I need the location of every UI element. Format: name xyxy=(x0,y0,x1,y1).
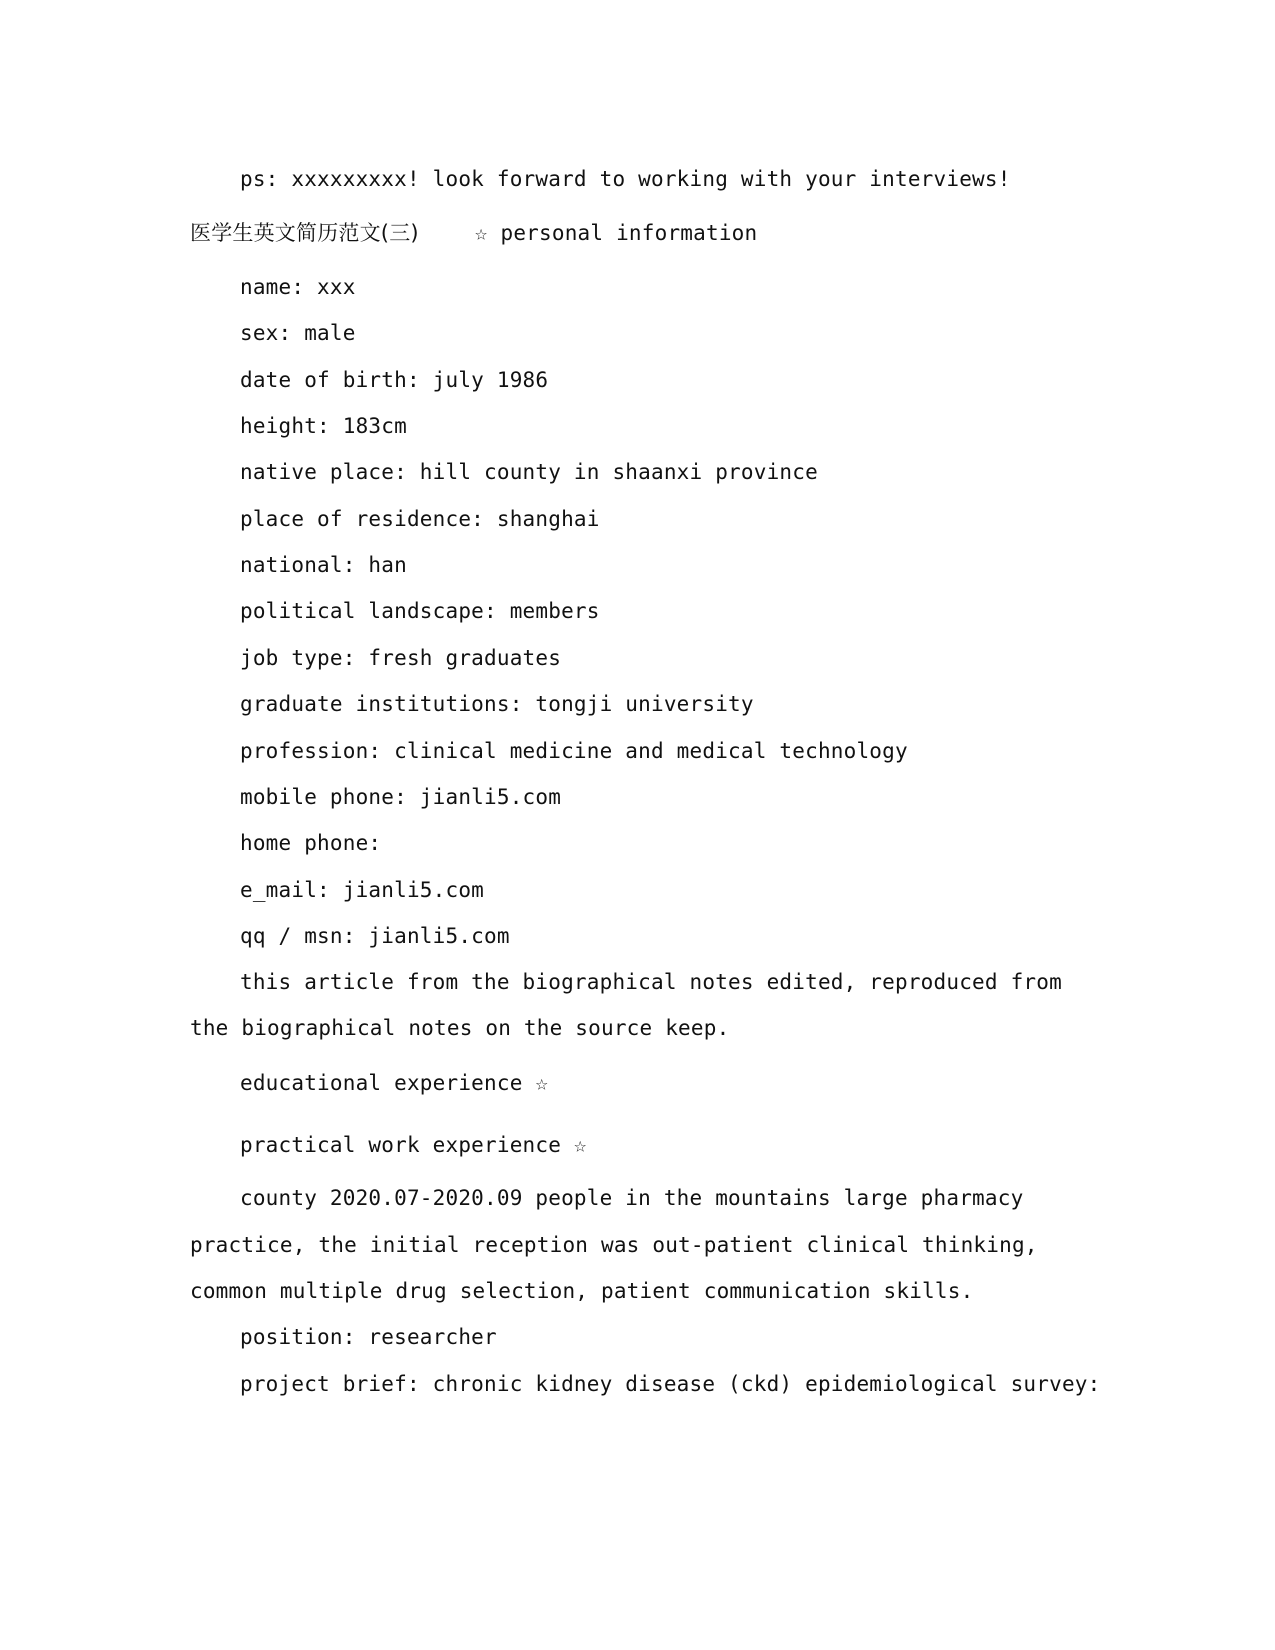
section-heading xyxy=(190,220,757,246)
ps-line: ps: xxxxxxxxx! look forward to working with your interviews! xyxy=(240,167,1011,191)
info-native-place: native place: hill county in shaanxi province xyxy=(240,460,818,484)
info-national: national: han xyxy=(240,553,407,577)
info-mobile-phone: mobile phone: jianli5.com xyxy=(240,785,562,809)
practical-heading: practical work experience ☆ xyxy=(240,1133,587,1157)
educational-heading: educational experience ☆ xyxy=(240,1071,549,1095)
practice-line-3: common multiple drug selection, patient communication skills. xyxy=(190,1279,974,1303)
info-political: political landscape: members xyxy=(240,599,600,623)
info-job-type: job type: fresh graduates xyxy=(240,646,562,670)
info-qq-msn: qq / msn: jianli5.com xyxy=(240,924,510,948)
practice-line-2: practice, the initial reception was out-patient clinical thinking, xyxy=(190,1233,1038,1257)
info-profession: profession: clinical medicine and medical technology xyxy=(240,739,908,763)
note-line-1: this article from the biographical notes edited, reproduced from xyxy=(240,970,1062,994)
section-heading-en: ☆ personal information xyxy=(474,221,758,245)
practice-line-1: county 2020.07-2020.09 people in the mountains large pharmacy xyxy=(240,1186,1024,1210)
info-name: name: xxx xyxy=(240,275,356,299)
info-graduate-institution: graduate institutions: tongji university xyxy=(240,692,754,716)
info-sex: sex: male xyxy=(240,321,356,345)
info-height: height: 183cm xyxy=(240,414,407,438)
position-line: position: researcher xyxy=(240,1325,497,1349)
info-residence: place of residence: shanghai xyxy=(240,507,600,531)
info-email: e_mail: jianli5.com xyxy=(240,878,485,902)
note-line-2: the biographical notes on the source keep. xyxy=(190,1016,730,1040)
info-home-phone: home phone: xyxy=(240,831,382,855)
info-date-of-birth: date of birth: july 1986 xyxy=(240,368,549,392)
section-heading-cn: 医学生英文简历范文(三) xyxy=(190,221,419,245)
project-line: project brief: chronic kidney disease (ckd) epidemiological survey: xyxy=(240,1372,1101,1396)
